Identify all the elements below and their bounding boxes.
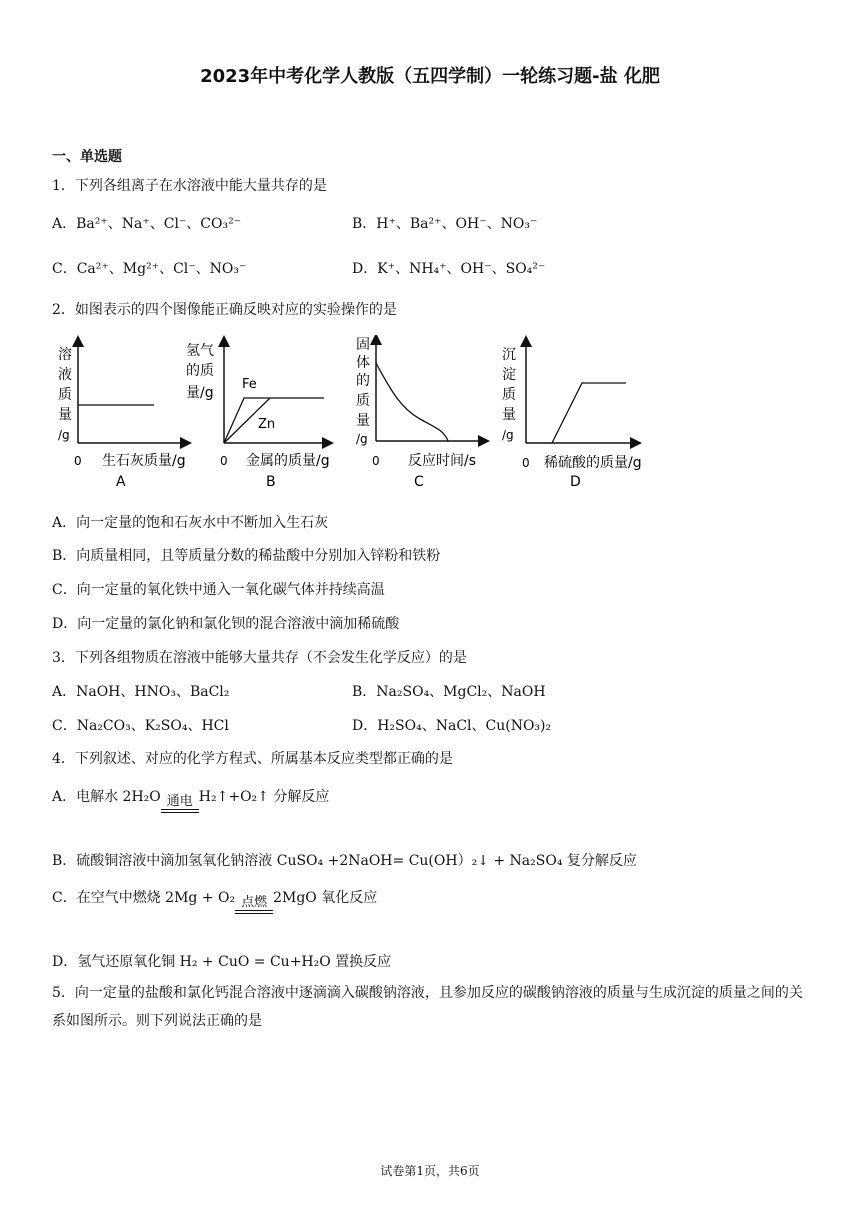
graph-c-ylabel-0: 固 (356, 337, 370, 353)
graph-c-xlabel: 反应时间/s (408, 453, 477, 469)
q5-stem: 5．向一定量的盐酸和氯化钙混合溶液中逐滴滴入碳酸钠溶液，且参加反应的碳酸钠溶液的质量与生成沉淀的质量之间的关系如图所示。则下列说法正确的是 (52, 985, 803, 1029)
graph-c-curve (376, 363, 448, 441)
q2-option-a: A．向一定量的饱和石灰水中不断加入生石灰 (52, 515, 329, 531)
graph-b (186, 341, 330, 490)
q4-c-products: 2MgO 氧化反应 (273, 890, 378, 906)
q3-option-c: C．Na₂CO₃、K₂SO₄、HCl (52, 718, 229, 734)
graph-b-ylabel-2: 量/g (186, 385, 214, 401)
graph-d-ylabel-1: 淀 (502, 367, 516, 383)
graph-c-ylabel-2: 的 (356, 373, 370, 389)
q4-option-b: B．硫酸铜溶液中滴加氢氧化钠溶液 CuSO₄ +2NaOH= Cu(OH）₂↓ + Na₂SO₄ 复分解反应 (52, 853, 637, 869)
q1-option-c: C．Ca²⁺、Mg²⁺、Cl⁻、NO₃⁻ (52, 261, 247, 277)
q1-option-b: B．H⁺、Ba²⁺、OH⁻、NO₃⁻ (352, 216, 538, 232)
graph-c-letter: C (414, 474, 424, 490)
graph-a-ylabel-0: 溶 (58, 347, 72, 363)
q4-c-equals (235, 910, 273, 914)
graph-d-line (552, 383, 626, 443)
graph-c-ylabel-5: /g (356, 432, 368, 446)
graph-a-origin: 0 (74, 454, 82, 468)
q1-stem: 1．下列各组离子在水溶液中能大量共存的是 (52, 178, 327, 194)
q2-option-b: B．向质量相同，且等质量分数的稀盐酸中分别加入锌粉和铁粉 (52, 548, 441, 564)
q4-a-condition-label: 通电 (166, 794, 193, 809)
graph-b-ylabel-1: 的质 (186, 363, 214, 379)
q3-option-b: B．Na₂SO₄、MgCl₂、NaOH (352, 684, 546, 700)
graph-d-ylabel-4: /g (502, 428, 514, 442)
q4-a-products: H₂↑+O₂↑ 分解反应 (198, 789, 330, 805)
graph-c-origin: 0 (372, 454, 380, 468)
q4-option-d: D．氢气还原氧化铜 H₂ + CuO = Cu+H₂O 置换反应 (52, 954, 392, 970)
graph-d-ylabel-0: 沉 (502, 347, 516, 363)
graph-d-xlabel: 稀硫酸的质量/g (544, 455, 642, 471)
graph-b-origin: 0 (220, 454, 228, 468)
page-footer: 试卷第1页，共6页 (380, 1164, 480, 1178)
q4-option-c (52, 887, 377, 914)
q4-stem: 4．下列叙述、对应的化学方程式、所属基本反应类型都正确的是 (52, 751, 453, 767)
q4-a-text: A．电解水 2H₂O (52, 789, 161, 805)
graph-c (356, 337, 484, 490)
page-title: 2023年中考化学人教版（五四学制）一轮练习题-盐 化肥 (200, 66, 660, 87)
graph-d-ylabel-2: 质 (502, 387, 516, 403)
q4-c-text: C．在空气中燃烧 2Mg + O₂ (52, 890, 236, 906)
q4-c-condition (235, 896, 273, 914)
graph-b-ylabel-0: 氢气 (186, 343, 214, 359)
graph-c-ylabel-1: 体 (356, 355, 370, 371)
graph-c-ylabel-3: 质 (356, 393, 370, 409)
q4-a-equals (161, 809, 199, 813)
graph-d-origin: 0 (522, 456, 530, 470)
graph-c-ylabel-4: 量 (356, 413, 370, 429)
q3-option-a: A．NaOH、HNO₃、BaCl₂ (52, 684, 230, 700)
graph-a-ylabel-4: /g (58, 428, 70, 442)
q4-c-condition-label: 点燃 (241, 895, 268, 910)
q1-option-d: D．K⁺、NH₄⁺、OH⁻、SO₄²⁻ (352, 261, 546, 277)
graph-b-letter: B (266, 474, 276, 490)
q2-stem: 2．如图表示的四个图像能正确反映对应的实验操作的是 (52, 302, 397, 318)
q1-option-a: A．Ba²⁺、Na⁺、Cl⁻、CO₃²⁻ (52, 216, 242, 232)
graph-d (502, 341, 642, 490)
graph-a (58, 341, 186, 490)
graph-d-ylabel-3: 量 (502, 407, 516, 423)
q3-stem: 3．下列各组物质在溶液中能够大量共存（不会发生化学反应）的是 (52, 650, 467, 666)
graph-d-letter: D (570, 474, 581, 490)
graph-a-xlabel: 生石灰质量/g (102, 453, 186, 469)
graph-a-ylabel-2: 质 (58, 387, 72, 403)
q2-graphs (52, 335, 662, 495)
graph-b-zn-label: Zn (258, 417, 276, 432)
q2-option-c: C．向一定量的氧化铁中通入一氧化碳气体并持续高温 (52, 582, 385, 598)
q4-option-a (52, 786, 329, 813)
section-heading: 一、单选题 (52, 149, 122, 165)
graph-a-letter: A (116, 474, 126, 490)
graph-b-fe-label: Fe (242, 377, 257, 392)
q3-option-d: D．H₂SO₄、NaCl、Cu(NO₃)₂ (352, 718, 552, 734)
graph-b-xlabel: 金属的质量/g (246, 453, 330, 469)
graph-a-ylabel-3: 量 (58, 407, 72, 423)
q2-option-d: D．向一定量的氯化钠和氯化钡的混合溶液中滴加稀硫酸 (52, 616, 400, 632)
q4-a-condition (161, 795, 199, 813)
graph-a-ylabel-1: 液 (58, 367, 72, 383)
